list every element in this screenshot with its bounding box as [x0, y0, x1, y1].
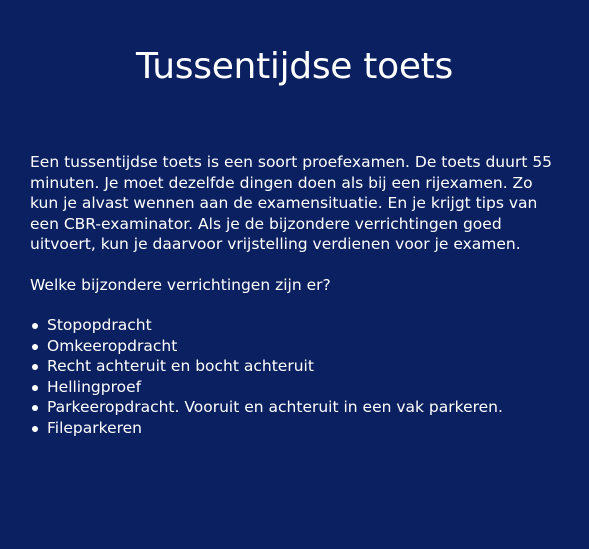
list-item-label: Fileparkeren [47, 418, 142, 437]
bullet-icon [32, 385, 38, 391]
maneuver-list [30, 315, 560, 438]
list-item [30, 336, 560, 357]
bullet-icon [32, 405, 38, 411]
list-item [30, 418, 560, 439]
question-heading: Welke bijzondere verrichtingen zijn er? [30, 275, 331, 294]
body-text [30, 152, 560, 438]
list-item-label: Stopopdracht [47, 316, 152, 334]
bullet-icon [32, 323, 38, 329]
list-item-label: Recht achteruit en bocht achteruit [47, 357, 314, 375]
intro-paragraph: Een tussentijdse toets is een soort proefexamen. De toets duurt 55 minuten. Je moet dezelfde dingen doen als bij een rijexamen. Zo kun je alvast wennen aan de examensituatie. En je krijgt tips van een CBR-examinator. Als je de bijzondere verrichtingen goed uitvoert, kun je daarvoor vrijstelling verdienen voor je examen. [30, 153, 553, 253]
page-title: Tussentijdse toets [136, 46, 453, 87]
list-item-label: Hellingproef [47, 377, 142, 396]
list-item [30, 356, 560, 377]
bullet-icon [32, 364, 38, 370]
list-item [30, 377, 560, 398]
list-item [30, 315, 560, 336]
list-item-label: Parkeeropdracht. Vooruit en achteruit in een vak parkeren. [47, 398, 503, 416]
list-item-label: Omkeeropdracht [47, 336, 178, 355]
bullet-icon [32, 344, 38, 350]
bullet-icon [32, 426, 38, 432]
list-item [30, 397, 560, 418]
